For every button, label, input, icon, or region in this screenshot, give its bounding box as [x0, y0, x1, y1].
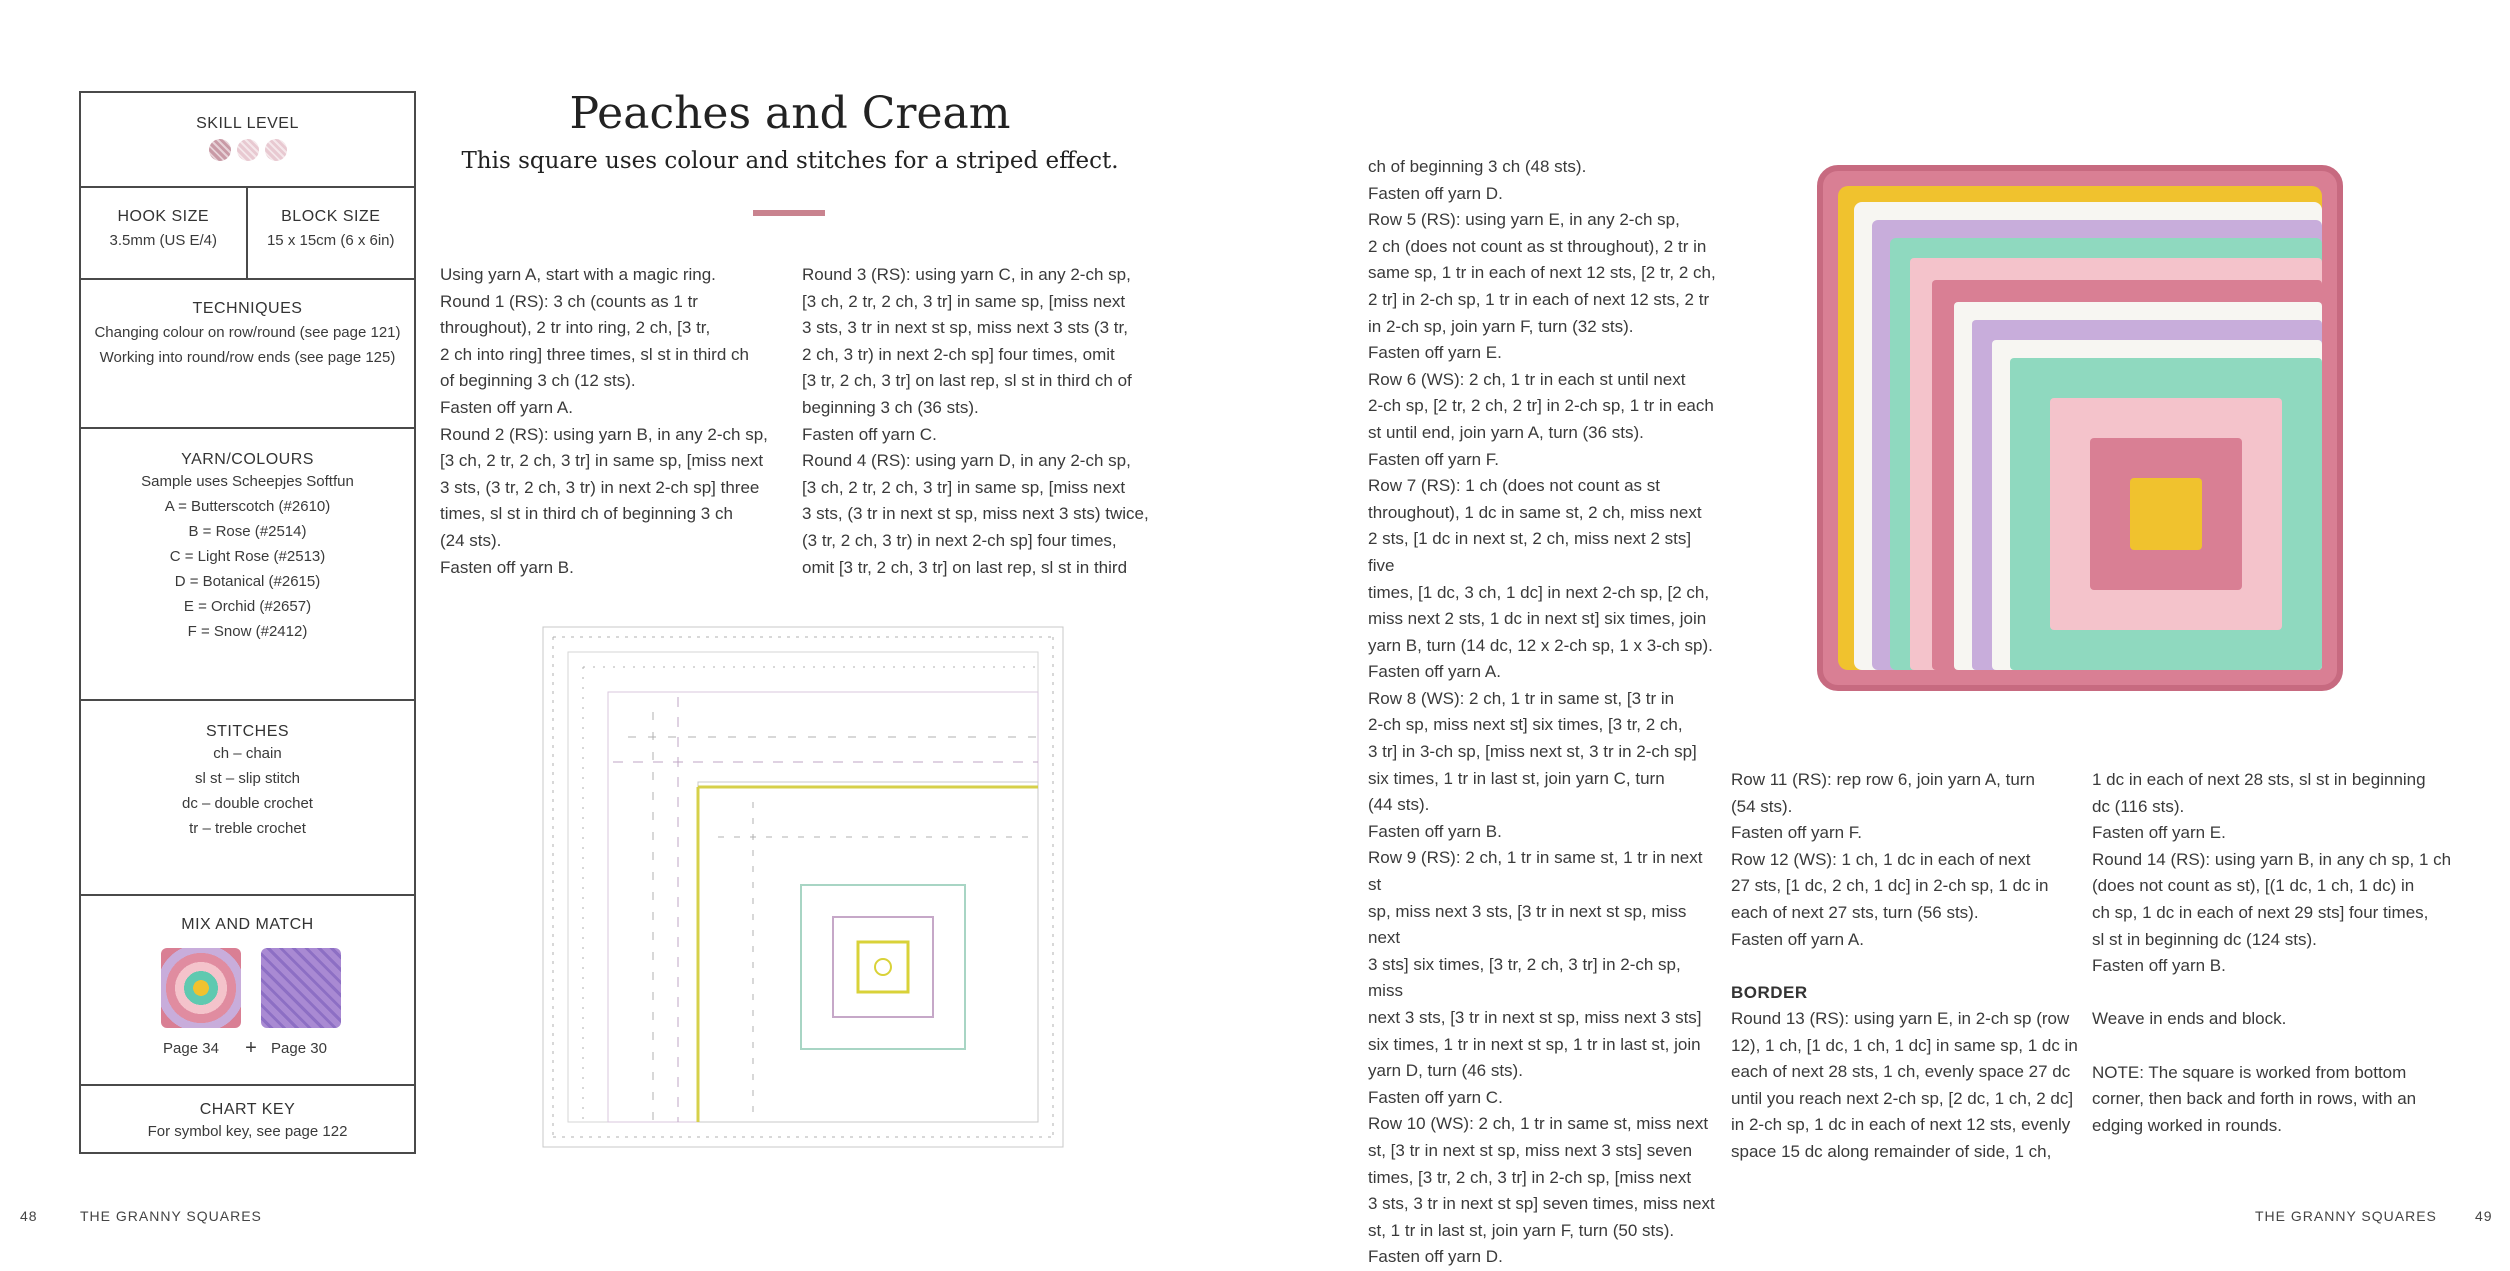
techniques-item: Changing colour on row/round (see page 121) [94, 324, 401, 341]
instructions-column-4-top: Row 11 (RS): rep row 6, join yarn A, turn (54 sts). Fasten off yarn F. Row 12 (WS): 1 ch, 1 dc in each of next 27 sts, [1 dc, 2 ch, 1 dc] in 2-ch sp, 1 dc in each of next 27 sts, turn (56 sts). Fasten off yarn A. [1731, 770, 2049, 949]
hook-size-cell [81, 188, 248, 278]
right-running-head: THE GRANNY SQUARES [2255, 1208, 2437, 1224]
yarn-colour-item: Sample uses Scheepjes Softfun [141, 473, 354, 490]
mix-thumb-right-image [261, 948, 341, 1028]
yarn-colour-item: D = Botanical (#2615) [174, 573, 321, 590]
chart-key-heading: CHART KEY [199, 1101, 296, 1118]
yarn-colours-section [81, 429, 414, 701]
stitch-item: sl st – slip stitch [194, 770, 301, 787]
info-panel [79, 91, 416, 1154]
pattern-subtitle: This square uses colour and stitches for a striped effect. [461, 148, 1119, 174]
hook-size-heading: HOOK SIZE [117, 208, 210, 225]
chart-key-section [81, 1086, 414, 1154]
crochet-chart-diagram [533, 617, 1073, 1157]
plus-icon: + [245, 1037, 257, 1059]
instructions-column-4-bottom: Round 13 (RS): using yarn E, in 2-ch sp (row 12), 1 ch, [1 dc, 1 ch, 1 dc] in same sp, 1 dc in each of next 28 sts, 1 ch, evenly space 27 dc until you reach next 2-ch sp, [2 dc, 1 ch, 2 dc] in 2-ch sp, 1 dc in each of next 12 sts, evenly space 15 dc along remainder of side, 1 ch, [1731, 1009, 2078, 1161]
skill-dot-icon [265, 139, 287, 161]
chart-key-text: For symbol key, see page 122 [147, 1123, 348, 1140]
instructions-column-2: Round 3 (RS): using yarn C, in any 2-ch sp, [3 ch, 2 tr, 2 ch, 3 tr] in same sp, [miss next 3 sts, 3 tr in next st sp, miss next 3 sts (3 tr, 2 ch, 3 tr) in next 2-ch sp] four times, omit [3 tr, 2 ch, 3 tr] on last rep, sl st in third ch of beginning 3 ch (36 sts). Fasten off yarn C. Round 4 (RS): using yarn D, in any 2-ch sp, [3 ch, 2 tr, 2 ch, 3 tr] in same sp, [miss next 3 sts, (3 tr in next st sp, miss next 3 sts) twice, (3 tr, 2 ch, 3 tr) in next 2-ch sp] four times, omit [3 tr, 2 ch, 3 tr] on last rep, sl st in third [802, 265, 1149, 577]
block-size-value: 15 x 15cm (6 x 6in) [266, 232, 395, 249]
stitch-item: dc – double crochet [182, 795, 313, 812]
yarn-colour-item: A = Butterscotch (#2610) [164, 498, 331, 515]
mix-and-match-heading: MIX AND MATCH [181, 916, 314, 933]
block-size-cell [248, 188, 415, 278]
yarn-colour-item: E = Orchid (#2657) [183, 598, 312, 615]
stitch-item: ch – chain [213, 745, 282, 762]
yarn-colour-item: B = Rose (#2514) [188, 523, 307, 540]
instructions-column-3: ch of beginning 3 ch (48 sts). Fasten off yarn D. Row 5 (RS): using yarn E, in any 2-ch sp, 2 ch (does not count as st throughout), 2 tr in same sp, 1 tr in each of next 12 sts, [2 tr, 2 ch, 2 tr] in 2-ch sp, 1 tr in each of next 12 sts, 2 tr in 2-ch sp, join yarn F, turn (32 sts). Fasten off yarn E. Row 6 (WS): 2 ch, 1 tr in each st until next 2-ch sp, [2 tr, 2 ch, 2 tr] in 2-ch sp, 1 tr in each st until end, join yarn A, turn (36 sts). Fasten off yarn F. Row 7 (RS): 1 ch (does not count as st throughout), 1 dc in same st, 2 ch, miss next 2 sts, [1 dc in next st, 2 ch, miss next 2 sts] five times, [1 dc, 3 ch, 1 dc] in next 2-ch sp, [2 ch, miss next 2 sts, 1 dc in next st] six times, join yarn B, turn (14 dc, 12 x 2-ch sp, 1 x 3-ch sp). Fasten off yarn A. Row 8 (WS): 2 ch, 1 tr in same st, [3 tr in 2-ch sp, miss next st] six times, [3 tr, 2 ch, 3 tr] in 3-ch sp, [miss next st, 3 tr in 2-ch sp] six times, 1 tr in last st, join yarn C, turn (44 sts). Fasten off yarn B. Row 9 (RS): 2 ch, 1 tr in same st, 1 tr in next st sp, miss next 3 sts, [3 tr in next st sp, miss next 3 sts] six times, [3 tr, 2 ch, 3 tr] in 2-ch sp, miss next 3 sts, [3 tr in next st sp, miss next 3 sts] six times, 1 tr in next st sp, 1 tr in last st, join yarn D, turn (46 sts). Fasten off yarn C. Row 10 (WS): 2 ch, 1 tr in same st, miss next st, [3 tr in next st sp, miss next 3 sts] seven times, [3 tr, 2 ch, 3 tr] in 2-ch sp, [miss next 3 sts, 3 tr in next st sp] seven times, miss next st, 1 tr in last st, join yarn F, turn (50 sts). Fasten off yarn D. [1368, 157, 1716, 1267]
hook-size-value: 3.5mm (US E/4) [109, 232, 218, 249]
yarn-colour-item: F = Snow (#2412) [187, 623, 308, 640]
yarn-colour-item: C = Light Rose (#2513) [169, 548, 326, 565]
techniques-section [81, 280, 414, 429]
mix-right-label: Page 30 [271, 1040, 327, 1057]
pattern-title: Peaches and Cream [569, 88, 1011, 139]
yarn-colours-heading: YARN/COLOURS [181, 451, 314, 468]
skill-level-section [81, 93, 414, 188]
techniques-item: Working into round/row ends (see page 125) [99, 349, 396, 366]
mix-left-label: Page 34 [163, 1040, 219, 1057]
stitch-item: tr – treble crochet [189, 820, 306, 837]
skill-level-heading: SKILL LEVEL [196, 115, 299, 132]
left-running-head: THE GRANNY SQUARES [80, 1208, 262, 1224]
techniques-heading: TECHNIQUES [192, 300, 303, 317]
left-page-number: 48 [20, 1208, 38, 1224]
crochet-square-photo [1800, 148, 2360, 708]
skill-dot-icon [237, 139, 259, 161]
border-heading: BORDER [1731, 983, 1808, 1002]
title-rule [753, 210, 825, 216]
stitches-section [81, 701, 414, 896]
skill-level-dots [81, 139, 414, 166]
mix-and-match-section [81, 896, 414, 1086]
block-size-heading: BLOCK SIZE [281, 208, 381, 225]
instructions-column-5: 1 dc in each of next 28 sts, sl st in beginning dc (116 sts). Fasten off yarn E. Round 14 (RS): using yarn B, in any ch sp, 1 ch (does not count as st), [(1 dc, 1 ch, 1 dc) in ch sp, 1 dc in each of next 29 sts] four times, sl st in beginning dc (124 sts). Fasten off yarn B. Weave in ends and block. NOTE: The square is worked from bottom corner, then back and forth in rows, with an edging worked in rounds. [2092, 770, 2452, 1135]
skill-dot-icon [209, 139, 231, 161]
stitches-heading: STITCHES [205, 723, 290, 740]
size-section [81, 188, 414, 280]
right-page-number: 49 [2475, 1208, 2493, 1224]
mix-thumb-left-image [161, 948, 241, 1028]
instructions-column-1: Using yarn A, start with a magic ring. Round 1 (RS): 3 ch (counts as 1 tr throughout), 2 tr into ring, 2 ch, [3 tr, 2 ch into ring] three times, sl st in third ch of beginning 3 ch (12 sts). Fasten off yarn A. Round 2 (RS): using yarn B, in any 2-ch sp, [3 ch, 2 tr, 2 ch, 3 tr] in same sp, [miss next 3 sts, (3 tr, 2 ch, 3 tr) in next 2-ch sp] three times, sl st in third ch of beginning 3 ch (24 sts). Fasten off yarn B. [440, 265, 768, 577]
